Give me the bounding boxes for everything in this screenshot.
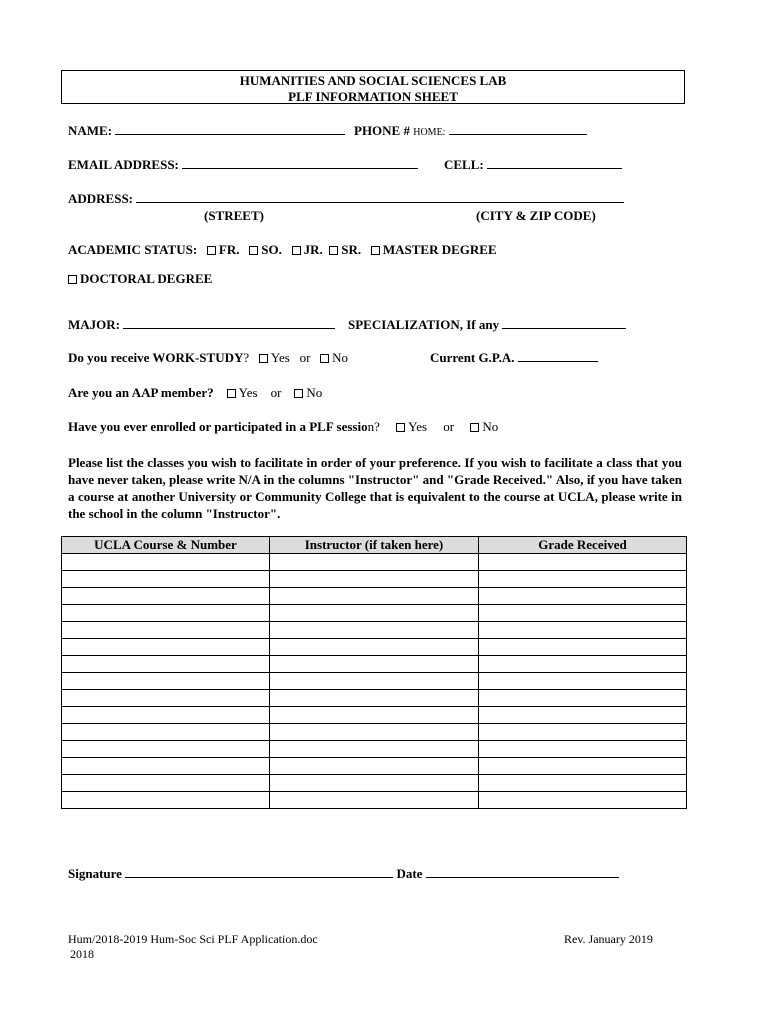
course-cell[interactable]: [62, 707, 270, 724]
signature-field[interactable]: [125, 866, 393, 878]
signature-row: [68, 866, 619, 882]
course-cell[interactable]: [62, 588, 270, 605]
phone-label: PHONE #: [354, 123, 410, 138]
instructor-cell[interactable]: [270, 724, 479, 741]
table-row: [62, 707, 687, 724]
aap-question: Are you an AAP member?: [68, 385, 214, 400]
table-row: [62, 690, 687, 707]
email-label: EMAIL ADDRESS:: [68, 157, 179, 172]
table-row: [62, 758, 687, 775]
table-row: [62, 588, 687, 605]
course-cell[interactable]: [62, 724, 270, 741]
work-study-qmark: ?: [243, 350, 250, 365]
course-cell[interactable]: [62, 656, 270, 673]
fr-label: FR.: [218, 242, 240, 257]
form-title-box: [61, 70, 685, 104]
header-grade-received: Grade Received: [479, 537, 687, 554]
major-field[interactable]: [123, 317, 335, 329]
specialization-row: [348, 317, 626, 333]
specialization-label: SPECIALIZATION, If any: [348, 317, 500, 332]
course-cell[interactable]: [62, 741, 270, 758]
grade-cell[interactable]: [479, 792, 687, 809]
grade-cell[interactable]: [479, 639, 687, 656]
course-cell[interactable]: [62, 554, 270, 571]
table-row: [62, 724, 687, 741]
table-row: [62, 775, 687, 792]
form-subtitle: PLF INFORMATION SHEET: [288, 89, 458, 104]
name-row: [68, 123, 345, 139]
signature-label: Signature: [68, 866, 122, 881]
plf-or: or: [443, 419, 455, 434]
sr-checkbox[interactable]: [329, 246, 338, 255]
instructor-cell[interactable]: [270, 707, 479, 724]
cell-field[interactable]: [487, 157, 622, 169]
gpa-field[interactable]: [518, 350, 598, 362]
aap-yes-label: Yes: [238, 385, 258, 400]
phone-home-label: HOME:: [413, 127, 446, 138]
table-header-row: [62, 537, 687, 554]
table-row: [62, 741, 687, 758]
major-row: [68, 317, 335, 333]
grade-cell[interactable]: [479, 690, 687, 707]
instructor-cell[interactable]: [270, 690, 479, 707]
course-cell[interactable]: [62, 690, 270, 707]
course-cell[interactable]: [62, 605, 270, 622]
aap-row: [68, 385, 322, 401]
table-row: [62, 639, 687, 656]
instructor-cell[interactable]: [270, 622, 479, 639]
grade-cell[interactable]: [479, 571, 687, 588]
aap-or: or: [270, 385, 282, 400]
email-field[interactable]: [182, 157, 418, 169]
instructor-cell[interactable]: [270, 588, 479, 605]
table-row: [62, 605, 687, 622]
instructor-cell[interactable]: [270, 554, 479, 571]
name-field[interactable]: [115, 123, 345, 135]
header-instructor: Instructor (if taken here): [270, 537, 479, 554]
master-degree-label: MASTER DEGREE: [382, 242, 497, 257]
work-study-no-label: No: [332, 350, 349, 365]
table-row: [62, 554, 687, 571]
grade-cell[interactable]: [479, 758, 687, 775]
header-ucla-course: UCLA Course & Number: [62, 537, 270, 554]
email-row: [68, 157, 418, 173]
table-row: [62, 673, 687, 690]
grade-cell[interactable]: [479, 673, 687, 690]
grade-cell[interactable]: [479, 554, 687, 571]
city-zip-label: (CITY & ZIP CODE): [476, 208, 596, 223]
grade-cell[interactable]: [479, 588, 687, 605]
table-row: [62, 792, 687, 809]
instructor-cell[interactable]: [270, 741, 479, 758]
course-cell[interactable]: [62, 673, 270, 690]
address-row: [68, 191, 624, 207]
so-checkbox[interactable]: [249, 246, 258, 255]
cell-row: [444, 157, 622, 173]
course-cell[interactable]: [62, 758, 270, 775]
work-study-question: Do you receive WORK-STUDY: [68, 350, 244, 365]
instructor-cell[interactable]: [270, 605, 479, 622]
doctoral-row: [68, 271, 212, 287]
instructor-cell[interactable]: [270, 673, 479, 690]
academic-status-row: [68, 242, 497, 258]
doctoral-degree-checkbox[interactable]: [68, 275, 77, 284]
grade-cell[interactable]: [479, 775, 687, 792]
aap-no-checkbox[interactable]: [294, 389, 303, 398]
academic-status-label: ACADEMIC STATUS:: [68, 242, 198, 257]
work-study-no-checkbox[interactable]: [320, 354, 329, 363]
course-cell[interactable]: [62, 571, 270, 588]
course-cell[interactable]: [62, 622, 270, 639]
jr-label: JR.: [303, 242, 323, 257]
plf-yes-checkbox[interactable]: [396, 423, 405, 432]
grade-cell[interactable]: [479, 724, 687, 741]
master-degree-checkbox[interactable]: [371, 246, 380, 255]
fr-checkbox[interactable]: [207, 246, 216, 255]
specialization-field[interactable]: [502, 317, 626, 329]
phone-row: [354, 123, 587, 139]
grade-cell[interactable]: [479, 622, 687, 639]
phone-field[interactable]: [449, 123, 587, 135]
plf-question-tail: n?: [367, 419, 380, 434]
table-row: [62, 656, 687, 673]
date-label: Date: [396, 866, 423, 881]
grade-cell[interactable]: [479, 741, 687, 758]
gpa-row: [430, 350, 598, 366]
work-study-yes-label: Yes: [270, 350, 290, 365]
gpa-label: Current G.P.A.: [430, 350, 515, 365]
course-cell[interactable]: [62, 775, 270, 792]
address-label: ADDRESS:: [68, 191, 134, 206]
work-study-or: or: [299, 350, 311, 365]
instructor-cell[interactable]: [270, 639, 479, 656]
grade-cell[interactable]: [479, 707, 687, 724]
plf-yes-label: Yes: [408, 419, 428, 434]
plf-no-label: No: [482, 419, 499, 434]
aap-yes-checkbox[interactable]: [227, 389, 236, 398]
instructor-cell[interactable]: [270, 758, 479, 775]
course-table: [61, 536, 687, 809]
instructions-paragraph: Please list the classes you wish to facilitate in order of your preference. If you wish to facilitate a class that you have never taken, please write N/A in the columns "Instructor" and "Grade Received." Also, if you have taken a course at another University or Community College that is equivalent to the course at UCLA, please write in the school in the column "Instructor".: [68, 455, 682, 521]
street-label: (STREET): [204, 208, 264, 223]
footer-year: 2018: [70, 947, 94, 961]
table-row: [62, 571, 687, 588]
table-row: [62, 622, 687, 639]
aap-no-label: No: [306, 385, 323, 400]
sr-label: SR.: [341, 242, 362, 257]
work-study-yes-checkbox[interactable]: [259, 354, 268, 363]
footer-revision: Rev. January 2019: [564, 932, 653, 946]
form-title: HUMANITIES AND SOCIAL SCIENCES LAB: [239, 73, 507, 88]
major-label: MAJOR:: [68, 317, 120, 332]
cell-label: CELL:: [444, 157, 484, 172]
date-field[interactable]: [426, 866, 619, 878]
so-label: SO.: [261, 242, 282, 257]
instructor-cell[interactable]: [270, 656, 479, 673]
name-label: NAME:: [68, 123, 113, 138]
course-cell[interactable]: [62, 639, 270, 656]
grade-cell[interactable]: [479, 656, 687, 673]
footer-filename: Hum/2018-2019 Hum-Soc Sci PLF Application.doc: [68, 932, 318, 946]
work-study-row: [68, 350, 348, 366]
jr-checkbox[interactable]: [292, 246, 301, 255]
plf-row: [68, 419, 498, 435]
instructor-cell[interactable]: [270, 571, 479, 588]
footer-left: [68, 932, 318, 962]
plf-no-checkbox[interactable]: [470, 423, 479, 432]
instructor-cell[interactable]: [270, 775, 479, 792]
course-cell[interactable]: [62, 792, 270, 809]
plf-question: Have you ever enrolled or participated in a PLF sessio: [68, 419, 368, 434]
address-field[interactable]: [136, 191, 624, 203]
doctoral-degree-label: DOCTORAL DEGREE: [80, 271, 213, 286]
grade-cell[interactable]: [479, 605, 687, 622]
instructor-cell[interactable]: [270, 792, 479, 809]
